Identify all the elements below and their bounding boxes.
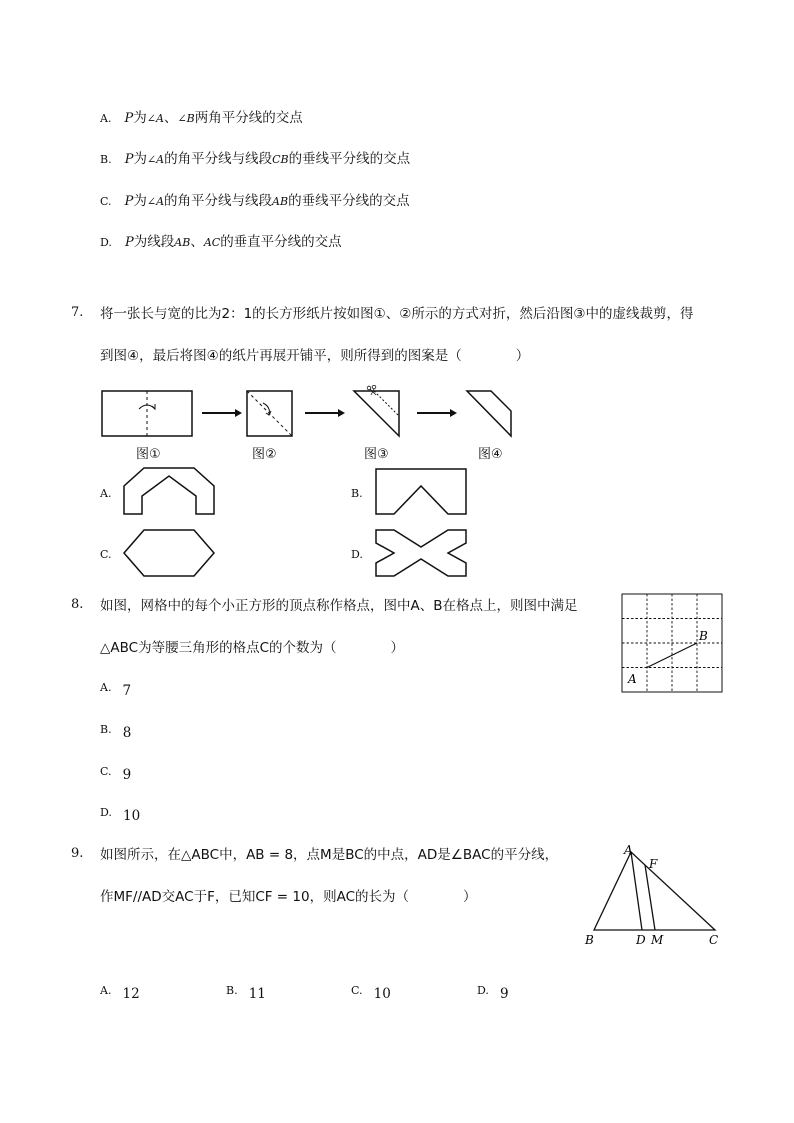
option-label: D. bbox=[100, 806, 112, 819]
q9-option-b[interactable] bbox=[226, 983, 266, 1002]
q7-caption-1: 图① bbox=[136, 447, 161, 462]
q7-option-b-label[interactable]: B. bbox=[351, 487, 363, 500]
q7-option-a-label[interactable]: A. bbox=[100, 487, 112, 500]
option-label: C. bbox=[100, 195, 112, 208]
option-label: B. bbox=[100, 723, 112, 736]
q6-option-a[interactable]: A. P为∠A、∠B两角平分线的交点 bbox=[100, 110, 303, 126]
option-value: 12 bbox=[122, 986, 140, 1002]
q7-caption-2: 图② bbox=[252, 447, 277, 462]
q7-caption-4: 图④ bbox=[478, 447, 503, 462]
q7-option-a-shape[interactable] bbox=[120, 466, 220, 518]
option-label: C. bbox=[351, 984, 363, 997]
q7-number: 7. bbox=[71, 305, 84, 320]
q7-stem-line2: 到图④，最后将图④的纸片再展开铺平，则所得到的图案是（ ） bbox=[100, 348, 530, 364]
option-value: 9 bbox=[122, 767, 132, 783]
point-d-label: D bbox=[636, 933, 646, 947]
option-value: 8 bbox=[122, 725, 132, 741]
option-label: C. bbox=[100, 765, 112, 778]
q7-option-c-label[interactable]: C. bbox=[100, 548, 112, 561]
q8-stem-line2: △ABC为等腰三角形的格点C的个数为（ ） bbox=[100, 640, 404, 656]
q9-stem-line2: 作MF//AD交AC于F，已知CF = 10，则AC的长为（ ） bbox=[100, 889, 477, 905]
fig4-cut-shape bbox=[467, 391, 511, 436]
q7-option-d-label[interactable]: D. bbox=[351, 548, 363, 561]
q9-option-d[interactable] bbox=[477, 983, 509, 1002]
q9-number: 9. bbox=[71, 846, 84, 861]
q8-option-c[interactable] bbox=[100, 764, 131, 783]
q6-option-d[interactable]: D. P为线段AB、AC的垂直平分线的交点 bbox=[100, 234, 342, 250]
q7-caption-3: 图③ bbox=[364, 447, 389, 462]
q7-option-b-shape[interactable] bbox=[372, 466, 472, 518]
q6-option-c[interactable]: C. P为∠A的角平分线与线段AB的垂线平分线的交点 bbox=[100, 193, 410, 209]
option-label: B. bbox=[100, 153, 112, 166]
arrow-icon bbox=[450, 409, 457, 417]
q9-option-c[interactable] bbox=[351, 983, 391, 1002]
q7-option-c-shape[interactable] bbox=[120, 527, 220, 579]
q8-stem-line1: 如图，网格中的每个小正方形的顶点称作格点，图中A、B在格点上，则图中满足 bbox=[100, 598, 578, 614]
arrow-icon bbox=[338, 409, 345, 417]
option-value: 7 bbox=[122, 683, 132, 699]
option-value: 10 bbox=[123, 808, 141, 824]
segment-mf bbox=[645, 865, 655, 930]
q9-stem-line1: 如图所示，在△ABC中，AB = 8，点M是BC的中点，AD是∠BAC的平分线， bbox=[100, 847, 559, 863]
option-label: A. bbox=[100, 681, 112, 694]
point-a-label: A bbox=[628, 672, 637, 686]
scissors-icon bbox=[367, 385, 376, 395]
q9-option-a[interactable] bbox=[100, 983, 140, 1002]
arrow-icon bbox=[235, 409, 242, 417]
option-label: D. bbox=[100, 236, 112, 249]
option-label: A. bbox=[100, 112, 112, 125]
q8-option-a[interactable] bbox=[100, 680, 131, 699]
q7-option-d-shape[interactable] bbox=[372, 527, 472, 579]
point-b-label: B bbox=[699, 629, 708, 643]
point-c-label: C bbox=[709, 933, 719, 947]
option-label: A. bbox=[100, 984, 112, 997]
q9-triangle-figure bbox=[583, 842, 723, 950]
point-f-label: F bbox=[649, 857, 658, 871]
option-value: 10 bbox=[373, 986, 391, 1002]
fig3-cut-line bbox=[374, 391, 399, 416]
q8-option-b[interactable] bbox=[100, 722, 131, 741]
option-label: D. bbox=[477, 984, 489, 997]
point-a-label: A bbox=[624, 843, 633, 857]
fig3-triangle bbox=[354, 391, 399, 436]
q8-option-d[interactable] bbox=[100, 805, 140, 824]
segment-ad bbox=[631, 852, 642, 930]
option-value: 9 bbox=[500, 986, 509, 1002]
option-value: 11 bbox=[248, 986, 266, 1002]
q6-option-b[interactable]: B. P为∠A的角平分线与线段CB的垂线平分线的交点 bbox=[100, 151, 411, 167]
q8-grid-figure bbox=[618, 590, 726, 696]
q7-stem-line1: 将一张长与宽的比为2：1的长方形纸片按如图①、②所示的方式对折，然后沿图③中的虚线裁剪，得 bbox=[100, 306, 694, 322]
point-b-label: B bbox=[585, 933, 594, 947]
option-label: B. bbox=[226, 984, 238, 997]
point-m-label: M bbox=[651, 933, 664, 947]
q8-number: 8. bbox=[71, 597, 84, 612]
